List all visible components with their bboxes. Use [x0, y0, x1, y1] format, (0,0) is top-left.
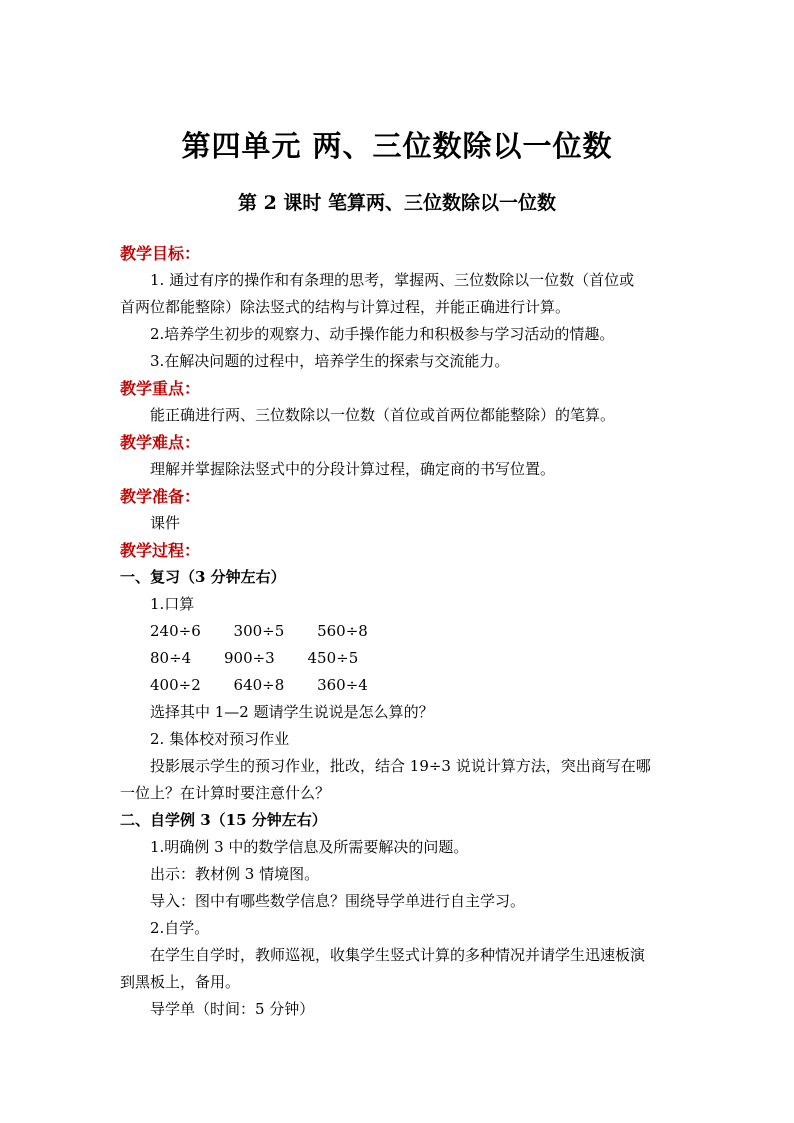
process-heading: 教学过程：: [120, 541, 201, 560]
oral-calc-item: 560÷8: [317, 622, 368, 640]
self-study-p4: 2.自学。: [150, 919, 210, 937]
self-study-p1: 1.明确例 3 中的数学信息及所需要解决的问题。: [150, 838, 469, 856]
oral-calc-item: 450÷5: [307, 649, 359, 667]
review-section-title: 一、复习（3 分钟左右）: [120, 568, 286, 586]
document-title: 第四单元 两、三位数除以一位数: [181, 129, 613, 163]
lesson-subtitle: 第 2 课时 笔算两、三位数除以一位数: [237, 192, 557, 214]
self-study-p5-line-2: 到黑板上，备用。: [120, 973, 241, 991]
oral-calc-row-3: [120, 672, 680, 699]
check-homework-line-1: 投影展示学生的预习作业，批改，结合 19÷3 说说计算方法，突出商写在哪: [150, 757, 651, 775]
oral-calc-item: 400÷2: [150, 676, 201, 694]
preparation-heading: 教学准备：: [120, 487, 201, 506]
goal-2: 2.培养学生初步的观察力、动手操作能力和积极参与学习活动的情趣。: [150, 325, 615, 343]
key-points-heading: 教学重点：: [120, 379, 201, 398]
oral-calc-item: 360÷4: [317, 676, 368, 694]
key-points-text: 能正确进行两、三位数除以一位数（首位或首两位都能整除）的笔算。: [150, 406, 616, 424]
preparation-text: 课件: [150, 514, 181, 532]
oral-calc-row-1: [120, 618, 680, 645]
oral-calc-item: 240÷6: [150, 622, 201, 640]
document-body: [120, 240, 680, 1023]
goal-1-line-1: 1. 通过有序的操作和有条理的思考，掌握两、三位数除以一位数（首位或: [150, 271, 635, 289]
check-homework-label: 2. 集体校对预习作业: [150, 730, 290, 748]
self-study-section-title: 二、自学例 3（15 分钟左右）: [120, 811, 327, 829]
oral-calc-row-2: [120, 645, 680, 672]
oral-calc-label: 1.口算: [150, 595, 195, 613]
goal-3: 3.在解决问题的过程中，培养学生的探索与交流能力。: [150, 352, 510, 370]
goals-heading: 教学目标：: [120, 244, 201, 263]
difficulties-heading: 教学难点：: [120, 433, 201, 452]
oral-calc-item: 640÷8: [233, 676, 285, 694]
self-study-p6: 导学单（时间：5 分钟）: [150, 1000, 315, 1018]
difficulties-text: 理解并掌握除法竖式中的分段计算过程，确定商的书写位置。: [150, 460, 556, 478]
check-homework-line-2: 一位上？在计算时要注意什么？: [120, 784, 331, 802]
goal-1-line-2: 首两位都能整除）除法竖式的结构与计算过程，并能正确进行计算。: [120, 298, 571, 316]
oral-calc-item: 300÷5: [233, 622, 285, 640]
review-question: 选择其中 1—2 题请学生说说是怎么算的？: [150, 703, 434, 721]
oral-calc-item: 80÷4: [150, 649, 192, 667]
self-study-p5-line-1: 在学生自学时，教师巡视，收集学生竖式计算的多种情况并请学生迅速板演: [150, 946, 646, 964]
oral-calc-item: 900÷3: [223, 649, 275, 667]
self-study-p3: 导入：图中有哪些数学信息？围绕导学单进行自主学习。: [150, 892, 526, 910]
self-study-p2: 出示：教材例 3 情境图。: [150, 865, 320, 883]
